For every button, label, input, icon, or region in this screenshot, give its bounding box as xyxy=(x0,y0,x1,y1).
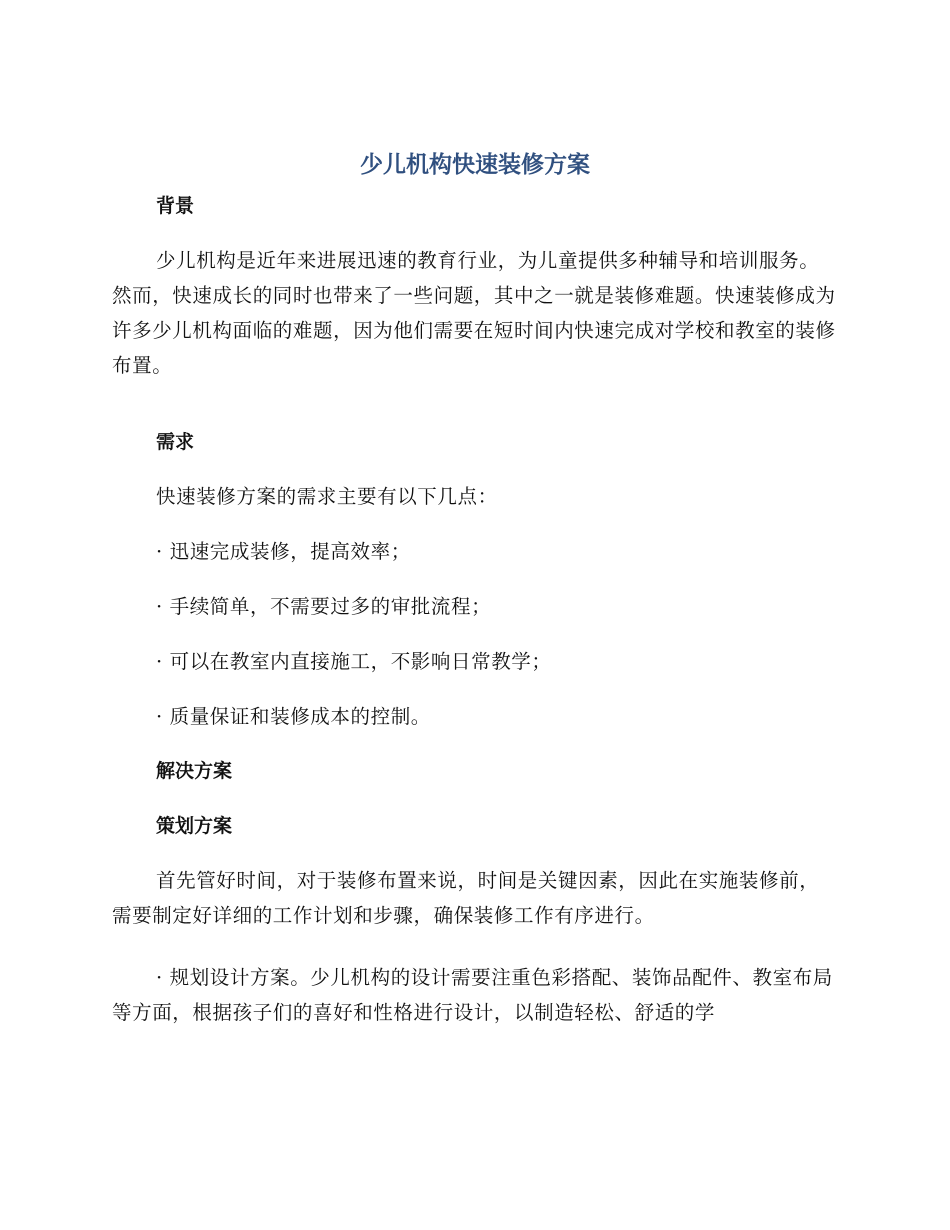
requirement-item: · 迅速完成装修，提高效率； xyxy=(156,540,411,563)
planning-paragraph: 首先管好时间，对于装修布置来说，时间是关键因素，因此在实施装修前，需要制定好详细的工作计划和步骤，确保装修工作有序进行。 xyxy=(112,869,820,927)
section-heading-requirements: 需求 xyxy=(156,431,195,453)
section-heading-solution: 解决方案 xyxy=(156,760,233,782)
requirement-item: · 手续简单，不需要过多的审批流程； xyxy=(156,595,492,618)
background-paragraph: 少儿机构是近年来进展迅速的教育行业，为儿童提供多种辅导和培训服务。然而，快速成长的同时也带来了一些问题，其中之一就是装修难题。快速装修成为许多少儿机构面临的难题，因为他们需要在短时间内快速完成对学校和教室的装修布置。 xyxy=(112,249,836,377)
design-bullet-paragraph: · 规划设计方案。少儿机构的设计需要注重色彩搭配、装饰品配件、教室布局等方面，根据孩子们的喜好和性格进行设计，以制造轻松、舒适的学 xyxy=(112,966,833,1024)
requirement-item: · 质量保证和装修成本的控制。 xyxy=(156,705,431,728)
document-title: 少儿机构快速装修方案 xyxy=(360,152,590,178)
requirements-intro: 快速装修方案的需求主要有以下几点： xyxy=(156,485,498,508)
section-heading-background: 背景 xyxy=(156,195,195,217)
subsection-heading-planning: 策划方案 xyxy=(156,815,233,837)
requirement-item: · 可以在教室内直接施工，不影响日常教学； xyxy=(156,650,552,673)
